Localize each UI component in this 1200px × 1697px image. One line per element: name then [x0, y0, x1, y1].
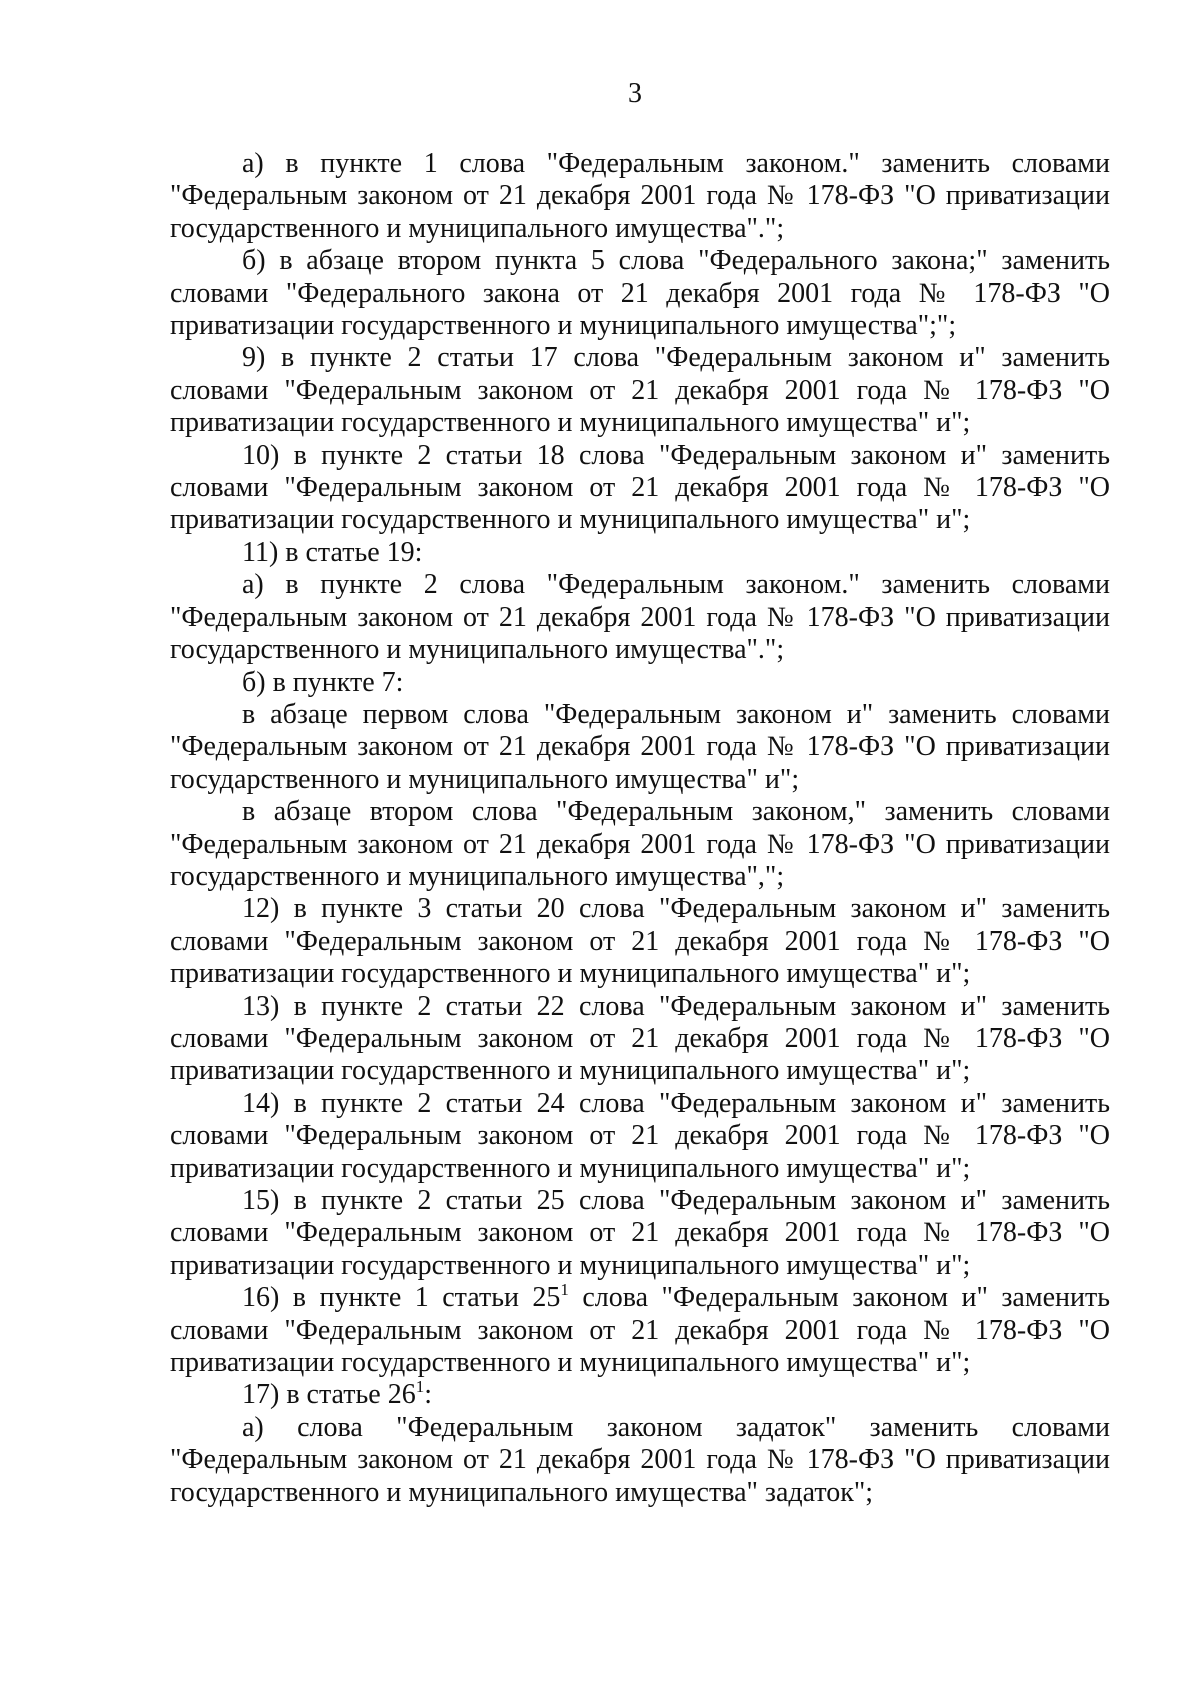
- paragraph-11-b-first: в абзаце первом слова "Федеральным законом и" заменить словами "Федеральным законом от 21 декабря 2001 года № 178-ФЗ "О приватизации государственного и муниципального имущества" и";: [170, 698, 1110, 795]
- paragraph-17-a: а) слова "Федеральным законом задаток" заменить словами "Федеральным законом от 21 декабря 2001 года № 178-ФЗ "О приватизации государственного и муниципального имущества" задаток";: [170, 1411, 1110, 1508]
- paragraph-12: 12) в пункте 3 статьи 20 слова "Федеральным законом и" заменить словами "Федеральным законом от 21 декабря 2001 года № 178-ФЗ "О приватизации государственного и муниципального имущества" и";: [170, 893, 1110, 990]
- paragraph-13: 13) в пункте 2 статьи 22 слова "Федеральным законом и" заменить словами "Федеральным законом от 21 декабря 2001 года № 178-ФЗ "О приватизации государственного и муниципального имущества" и";: [170, 990, 1110, 1087]
- paragraph-9: 9) в пункте 2 статьи 17 слова "Федеральным законом и" заменить словами "Федеральным законом от 21 декабря 2001 года № 178-ФЗ "О приватизации государственного и муниципального имущества" и";: [170, 342, 1110, 439]
- paragraph-17-lead: 17) в статье 26: [242, 1379, 416, 1411]
- paragraph-11-a: а) в пункте 2 слова "Федеральным законом." заменить словами "Федеральным законом от 21 декабря 2001 года № 178-ФЗ "О приватизации государственного и муниципального имущества".";: [170, 569, 1110, 666]
- paragraph-14: 14) в пункте 2 статьи 24 слова "Федеральным законом и" заменить словами "Федеральным законом от 21 декабря 2001 года № 178-ФЗ "О приватизации государственного и муниципального имущества" и";: [170, 1087, 1110, 1184]
- paragraph-a-item1: а) в пункте 1 слова "Федеральным законом." заменить словами "Федеральным законом от 21 декабря 2001 года № 178-ФЗ "О приватизации государственного и муниципального имущества".";: [170, 148, 1110, 244]
- paragraph-b-item5: б) в абзаце втором пункта 5 слова "Федерального закона;" заменить словами "Федерального закона от 21 декабря 2001 года № 178-ФЗ "О приватизации государственного и муниципального имущества";";: [170, 245, 1110, 342]
- paragraph-11: 11) в статье 19:: [242, 536, 423, 568]
- paragraph-16: [170, 1282, 1110, 1379]
- paragraph-16-superscript: 1: [560, 1280, 569, 1300]
- paragraph-16-rest: слова "Федеральным законом и" заменить словами "Федеральным законом от 21 декабря 2001 года № 178-ФЗ "О приватизации государственного и муниципального имущества" и";: [170, 1282, 1110, 1379]
- paragraph-10: 10) в пункте 2 статьи 18 слова "Федеральным законом и" заменить словами "Федеральным законом от 21 декабря 2001 года № 178-ФЗ "О приватизации государственного и муниципального имущества" и";: [170, 439, 1110, 536]
- paragraph-11-b-second: в абзаце втором слова "Федеральным законом," заменить словами "Федеральным законом от 21 декабря 2001 года № 178-ФЗ "О приватизации государственного и муниципального имущества",";: [170, 796, 1110, 892]
- paragraph-17-rest: :: [424, 1379, 432, 1411]
- paragraph-16-lead: 16) в пункте 1 статьи 25: [242, 1282, 561, 1314]
- document-body: [170, 148, 1110, 1509]
- page-number: 3: [628, 78, 642, 109]
- paragraph-17-superscript: 1: [415, 1377, 425, 1397]
- paragraph-17: [170, 1379, 1110, 1411]
- paragraph-11-b: б) в пункте 7:: [242, 666, 404, 698]
- paragraph-15: 15) в пункте 2 статьи 25 слова "Федеральным законом и" заменить словами "Федеральным законом от 21 декабря 2001 года № 178-ФЗ "О приватизации государственного и муниципального имущества" и";: [170, 1185, 1110, 1281]
